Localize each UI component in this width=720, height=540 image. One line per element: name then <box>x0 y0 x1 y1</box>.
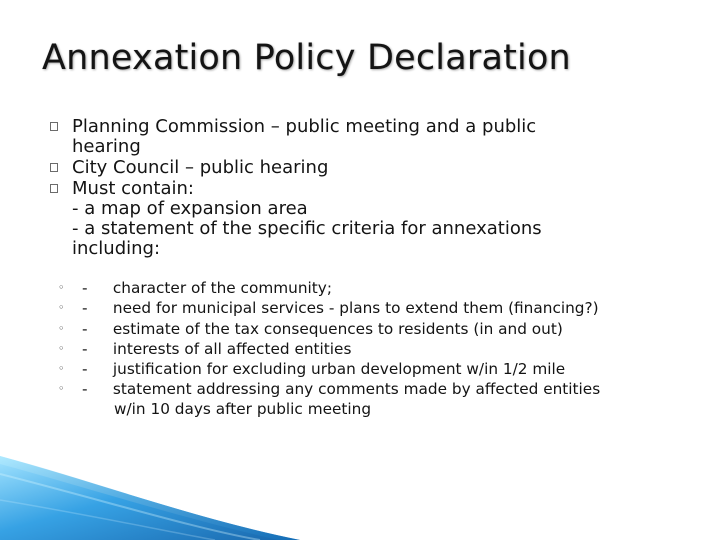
main-bullet-list <box>50 117 660 259</box>
sub-bullet-continuation: w/in 10 days after public meeting <box>114 399 372 418</box>
sub-bullet-text: statement addressing any comments made by affected entities <box>112 380 601 399</box>
circle-bullet-icon: ◦ <box>58 382 65 396</box>
circle-bullet-icon: ◦ <box>58 321 65 335</box>
square-bullet-icon <box>50 163 58 172</box>
square-bullet-icon <box>50 122 58 131</box>
main-bullet-line: hearing <box>72 136 141 157</box>
sub-bullet-text: justification for excluding urban development w/in 1/2 mile <box>112 360 566 379</box>
main-bullet-line: Planning Commission – public meeting and a public <box>72 116 537 137</box>
sub-bullet-text: character of the community; <box>112 279 332 297</box>
main-bullet-line: City Council – public hearing <box>72 157 329 178</box>
main-bullet-item <box>50 179 660 259</box>
circle-bullet-icon: ◦ <box>58 362 65 376</box>
sub-bullet-text: need for municipal services - plans to extend them (financing?) <box>112 299 599 318</box>
main-bullet-line: - a statement of the specific criteria for annexations <box>72 218 542 239</box>
sub-bullet-item <box>58 298 668 318</box>
square-bullet-icon <box>50 184 58 193</box>
main-bullet-line: including: <box>72 238 161 259</box>
dash-marker: - <box>82 279 88 297</box>
circle-bullet-icon: ◦ <box>58 281 65 294</box>
dash-marker: - <box>82 299 88 318</box>
circle-bullet-icon: ◦ <box>58 301 65 315</box>
main-bullet-line: Must contain: <box>72 178 194 199</box>
main-bullet-item <box>50 158 660 178</box>
sub-bullet-item <box>58 359 668 379</box>
slide-title: Annexation Policy Declaration <box>42 38 571 78</box>
sub-bullet-list <box>58 278 668 418</box>
dash-marker: - <box>82 319 88 338</box>
main-bullet-line: - a map of expansion area <box>72 198 308 219</box>
main-bullet-text <box>72 117 660 157</box>
main-bullet-text <box>72 179 660 259</box>
main-bullet-item <box>50 117 660 157</box>
sub-bullet-text: interests of all affected entities <box>112 339 352 358</box>
circle-bullet-icon: ◦ <box>58 341 65 355</box>
dash-marker: - <box>82 360 88 379</box>
sub-bullet-item <box>58 278 668 298</box>
sub-bullet-text: estimate of the tax consequences to residents (in and out) <box>112 319 563 338</box>
sub-bullet-item <box>58 339 668 359</box>
dash-marker: - <box>82 339 88 358</box>
sub-bullet-item <box>58 319 668 339</box>
sub-bullet-item <box>58 379 668 399</box>
main-bullet-text <box>72 158 660 178</box>
dash-marker: - <box>82 380 88 399</box>
